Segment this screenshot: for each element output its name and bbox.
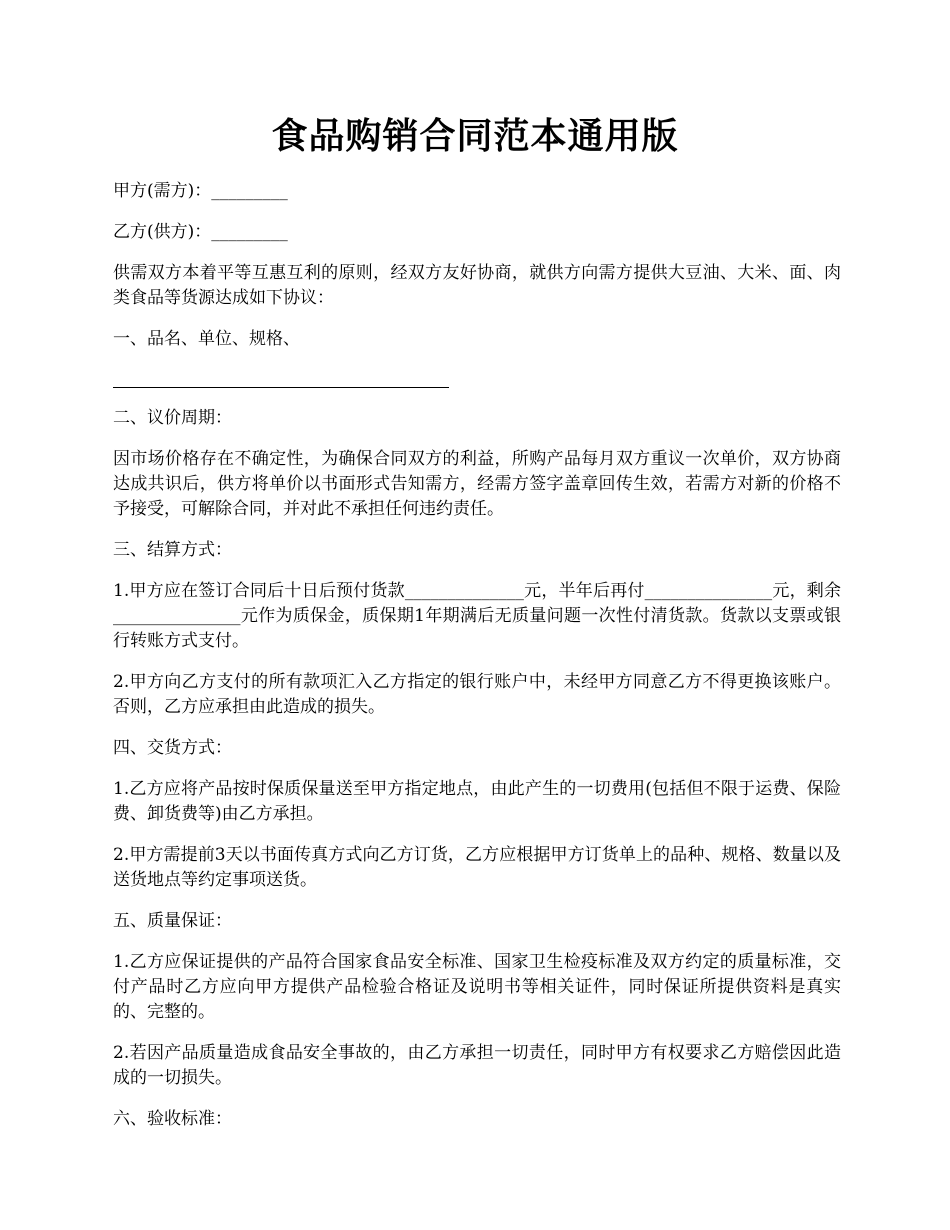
document-body	[113, 179, 841, 1148]
section-5-clause-1: 1.乙方应保证提供的产品符合国家食品安全标准、国家卫生检疫标准及双方约定的质量标准，交付产品时乙方应向甲方提供产品检验合格证及说明书等相关证件，同时保证所提供资料是真实的、完整的。	[113, 952, 841, 1022]
section-5-heading: 五、质量保证：	[113, 911, 232, 931]
section-4-heading: 四、交货方式：	[113, 738, 232, 758]
section-3-clause-1: 1.甲方应在签订合同后十日后预付货款______________元，半年后再付_______________元，剩余_______________元作为质保金，质保期1年期满后无质量问题一次性付清货款。货款以支票或银行转账方式支付。	[113, 581, 841, 651]
section-1-heading: 一、品名、单位、规格、	[113, 329, 300, 349]
section-3-clause-2: 2.甲方向乙方支付的所有款项汇入乙方指定的银行账户中，未经甲方同意乙方不得更换该账户。否则，乙方应承担由此造成的损失。	[113, 672, 841, 717]
section-5-clause-2: 2.若因产品质量造成食品安全事故的，由乙方承担一切责任，同时甲方有权要求乙方赔偿因此造成的一切损失。	[113, 1043, 841, 1088]
party-a-line: 甲方(需方)：_________	[113, 181, 288, 201]
preamble-paragraph: 供需双方本着平等互惠互利的原则，经双方友好协商，就供方向需方提供大豆油、大米、面、肉类食品等货源达成如下协议：	[113, 263, 841, 308]
section-2-heading: 二、议价周期：	[113, 408, 232, 428]
party-b-line: 乙方(供方)：_________	[113, 222, 288, 242]
blank-fill-line	[113, 370, 449, 388]
section-3-heading: 三、结算方式：	[113, 540, 232, 560]
section-4-clause-2: 2.甲方需提前3天以书面传真方式向乙方订货，乙方应根据甲方订货单上的品种、规格、数量以及送货地点等约定事项送货。	[113, 845, 841, 890]
section-2-paragraph: 因市场价格存在不确定性，为确保合同双方的利益，所购产品每月双方重议一次单价，双方协商达成共识后，供方将单价以书面形式告知需方，经需方签字盖章回传生效，若需方对新的价格不予接受，可解除合同，并对此不承担任何违约责任。	[113, 449, 841, 519]
document-title: 食品购销合同范本通用版	[271, 115, 679, 157]
section-6-heading: 六、验收标准：	[113, 1109, 232, 1129]
section-4-clause-1: 1.乙方应将产品按时保质保量送至甲方指定地点，由此产生的一切费用(包括但不限于运费、保险费、卸货费等)由乙方承担。	[113, 779, 841, 824]
